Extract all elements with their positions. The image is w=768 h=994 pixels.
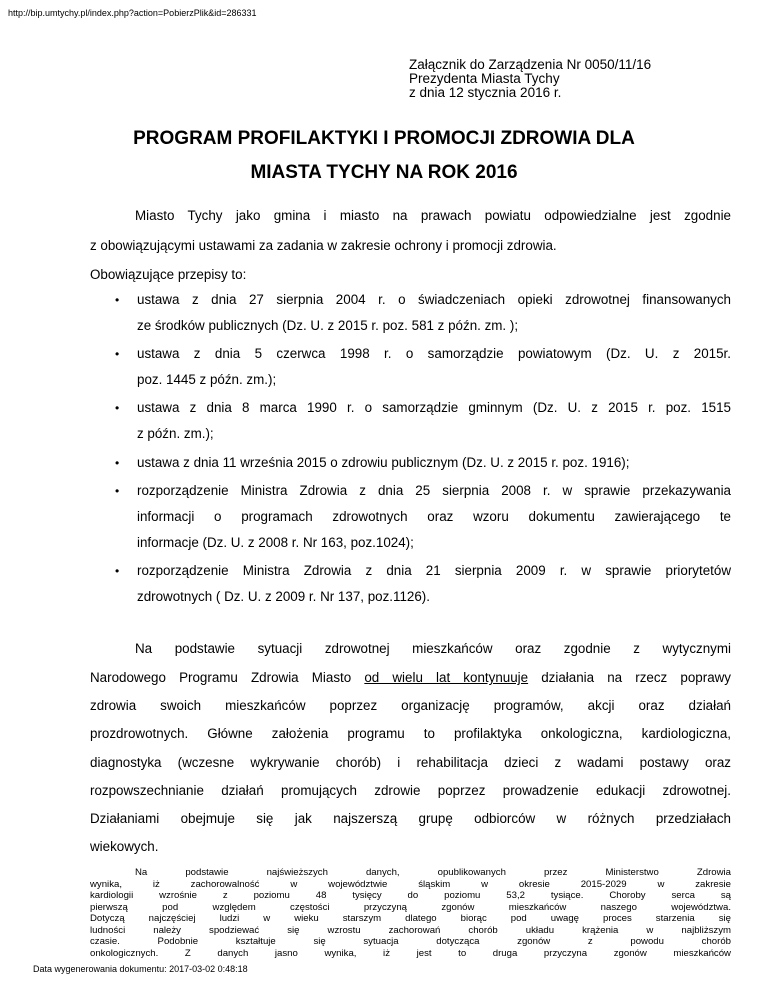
paragraph-text: Narodowego Programu Zdrowia Miasto <box>90 670 365 685</box>
attachment-line: Załącznik do Zarządzenia Nr 0050/11/16 <box>409 57 652 72</box>
list-item-line: rozporządzenie Ministra Zdrowia z dnia 21 sierpnia 2009 r. w sprawie priorytetów <box>137 563 731 578</box>
paragraph-line: Na podstawie sytuacji zdrowotnej mieszkańców oraz zgodnie z wytycznymi <box>135 641 731 656</box>
list-item-line: zdrowotnych ( Dz. U. z 2009 r. Nr 137, poz.1126). <box>137 589 430 604</box>
paragraph-line: ludności należy spodziewać się wzrostu zachorowań chorób układu krążenia w najbliższym <box>90 924 731 936</box>
paragraph-line: wynika, iż zachorowalność w województwie śląskim w okresie 2015-2029 w zakresie <box>90 878 731 890</box>
list-item-line: informacji o programach zdrowotnych oraz wzoru dokumentu zawierającego te <box>137 509 731 524</box>
paragraph-line: Na podstawie najświeższych danych, opublikowanych przez Ministerstwo Zdrowia <box>135 867 731 878</box>
paragraph-text: działania na rzecz poprawy <box>528 670 732 685</box>
document-title-line: MIASTA TYCHY NA ROK 2016 <box>250 162 518 183</box>
bullet-icon: • <box>115 484 120 498</box>
attachment-line: z dnia 12 stycznia 2016 r. <box>409 85 562 100</box>
paragraph-line: rozpowszechnianie działań promujących zdrowie poprzez prowadzenie edukacji zdrowotnej. <box>90 783 731 798</box>
list-item-line: z późn. zm.); <box>137 426 214 441</box>
paragraph-line: onkologicznych. Z danych jasno wynika, iż jest to druga przyczyna zgonów mieszkańców <box>90 947 731 959</box>
list-item-line: poz. 1445 z późn. zm.); <box>137 372 277 387</box>
bullet-icon: • <box>115 456 120 470</box>
attachment-note <box>409 58 651 100</box>
bullet-icon: • <box>115 401 120 415</box>
paragraph-line: pierwszą pod względem częstości przyczyną zgonów mieszkańców naszego województwa. <box>90 901 731 913</box>
list-item-line: ustawa z dnia 27 sierpnia 2004 r. o świadczeniach opieki zdrowotnej finansowanych <box>137 292 731 307</box>
list-item-line: ustawa z dnia 8 marca 1990 r. o samorządzie gminnym (Dz. U. z 2015 r. poz. 1515 <box>137 400 731 415</box>
list-item-line: ustawa z dnia 5 czerwca 1998 r. o samorządzie powiatowym (Dz. U. z 2015r. <box>137 346 731 361</box>
intro-line: Obowiązujące przepisy to: <box>90 267 247 282</box>
page-url: http://bip.umtychy.pl/index.php?action=PobierzPlik&id=286331 <box>8 8 257 18</box>
paragraph-line: wiekowych. <box>90 839 159 854</box>
list-item-line: informacje (Dz. U. z 2008 r. Nr 163, poz.1024); <box>137 535 414 550</box>
bullet-icon: • <box>115 347 120 361</box>
list-item-line: rozporządzenie Ministra Zdrowia z dnia 25 sierpnia 2008 r. w sprawie przekazywania <box>137 483 731 498</box>
paragraph-line: Działaniami obejmuje się jak najszerszą grupę odbiorców w różnych przedziałach <box>90 811 731 826</box>
paragraph-line: czasie. Podobnie kształtuje się sytuacja dotycząca zgonów z powodu chorób <box>90 936 731 947</box>
intro-line: z obowiązującymi ustawami za zadania w zakresie ochrony i promocji zdrowia. <box>90 238 557 253</box>
underlined-text: od wielu lat kontynuuje <box>364 670 529 685</box>
paragraph-line <box>90 670 731 686</box>
paragraph-line: zdrowia swoich mieszkańców poprzez organizację programów, akcji oraz działań <box>90 698 731 713</box>
list-item-line: ustawa z dnia 11 września 2015 o zdrowiu publicznym (Dz. U. z 2015 r. poz. 1916); <box>137 455 630 470</box>
document-title-line: PROGRAM PROFILAKTYKI I PROMOCJI ZDROWIA DLA <box>133 128 635 149</box>
attachment-line: Prezydenta Miasta Tychy <box>409 71 560 86</box>
paragraph-line: kardiologii wzrośnie z poziomu 48 tysięcy do poziomu 53,2 tysiące. Choroby serca są <box>90 890 731 901</box>
intro-line: Miasto Tychy jako gmina i miasto na prawach powiatu odpowiedzialne jest zgodnie <box>135 208 731 223</box>
paragraph-line: prozdrowotnych. Główne założenia programu to profilaktyka onkologiczna, kardiologiczna, <box>90 726 731 741</box>
bullet-icon: • <box>115 293 120 307</box>
bullet-icon: • <box>115 564 120 578</box>
generation-date: Data wygenerowania dokumentu: 2017-03-02 0:48:18 <box>33 964 248 974</box>
list-item-line: ze środków publicznych (Dz. U. z 2015 r. poz. 581 z późn. zm. ); <box>137 318 519 333</box>
paragraph-line: diagnostyka (wczesne wykrywanie chorób) i rehabilitacja dzieci z wadami postawy oraz <box>90 755 731 770</box>
paragraph-line: Dotyczą najczęściej ludzi w wieku starszym dlatego biorąc pod uwagę proces starzenia się <box>90 913 731 924</box>
